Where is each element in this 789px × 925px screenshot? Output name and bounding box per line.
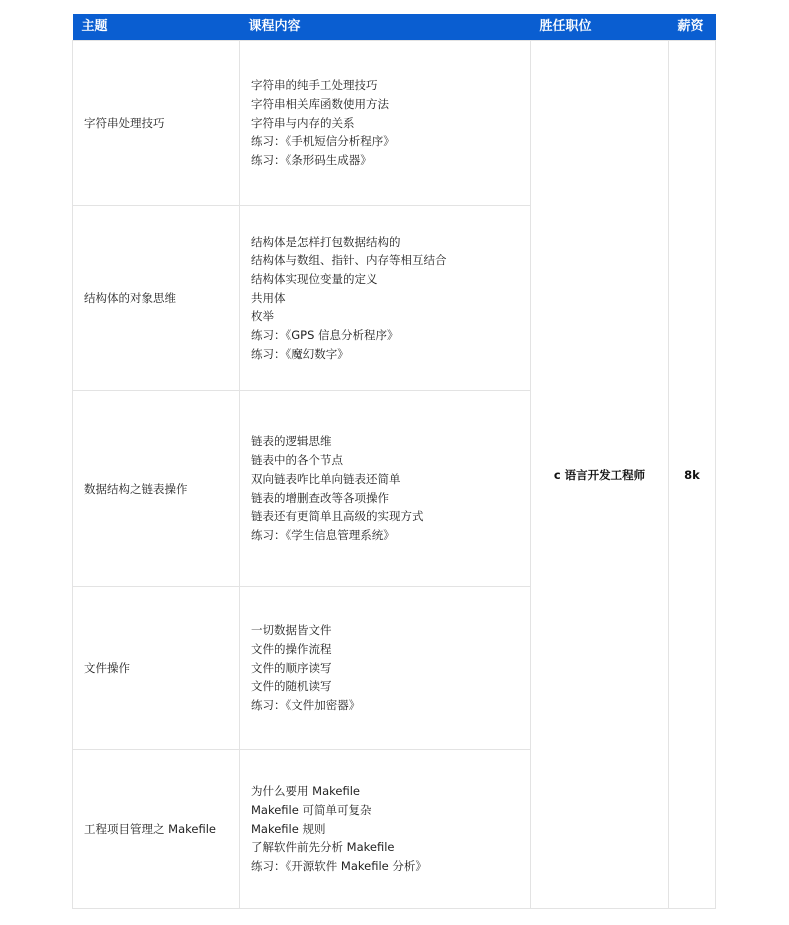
content-line: 枚举 bbox=[251, 309, 274, 324]
table-header-row bbox=[73, 14, 716, 41]
content-line: 一切数据皆文件 bbox=[251, 623, 332, 638]
row-content bbox=[240, 587, 531, 750]
content-line: 练习：《GPS 信息分析程序》 bbox=[251, 328, 399, 343]
row-topic: 文件操作 bbox=[73, 587, 240, 750]
content-line: Makefile 规则 bbox=[251, 821, 326, 836]
row-topic: 工程项目管理之 Makefile bbox=[73, 750, 240, 909]
content-line: 文件的顺序读写 bbox=[251, 660, 332, 675]
row-content bbox=[240, 391, 531, 587]
content-line: 练习：《文件加密器》 bbox=[251, 698, 361, 713]
content-line: 双向链表咋比单向链表还简单 bbox=[251, 471, 401, 486]
content-line: 为什么要用 Makefile bbox=[251, 784, 360, 799]
content-line: 结构体与数组、指针、内存等相互结合 bbox=[251, 253, 447, 268]
content-line: 字符串与内存的关系 bbox=[251, 115, 355, 130]
table-body bbox=[73, 41, 716, 909]
content-line: 练习：《条形码生成器》 bbox=[251, 153, 372, 168]
position-cell: c 语言开发工程师 bbox=[531, 41, 669, 909]
content-line: 结构体是怎样打包数据结构的 bbox=[251, 234, 401, 249]
header-content: 课程内容 bbox=[240, 14, 531, 41]
content-line: 文件的操作流程 bbox=[251, 641, 332, 656]
content-line: 链表的增删查改等各项操作 bbox=[251, 490, 389, 505]
row-content bbox=[240, 41, 531, 206]
course-table bbox=[72, 14, 716, 909]
row-content bbox=[240, 750, 531, 909]
header-topic: 主题 bbox=[73, 14, 240, 41]
content-line: 了解软件前先分析 Makefile bbox=[251, 840, 395, 855]
content-line: 练习：《学生信息管理系统》 bbox=[251, 527, 395, 542]
content-line: 结构体实现位变量的定义 bbox=[251, 271, 378, 286]
header-salary: 薪资 bbox=[669, 14, 716, 41]
content-line: 链表中的各个节点 bbox=[251, 453, 343, 468]
content-line: 练习：《手机短信分析程序》 bbox=[251, 134, 395, 149]
row-topic: 字符串处理技巧 bbox=[73, 41, 240, 206]
content-line: 字符串的纯手工处理技巧 bbox=[251, 78, 378, 93]
row-content bbox=[240, 206, 531, 391]
row-topic: 数据结构之链表操作 bbox=[73, 391, 240, 587]
content-line: 链表还有更简单且高级的实现方式 bbox=[251, 509, 424, 524]
content-line: 链表的逻辑思维 bbox=[251, 434, 332, 449]
salary-cell: 8k bbox=[669, 41, 716, 909]
content-line: 练习：《开源软件 Makefile 分析》 bbox=[251, 859, 427, 874]
content-line: 文件的随机读写 bbox=[251, 679, 332, 694]
content-line: 字符串相关库函数使用方法 bbox=[251, 96, 389, 111]
table-row bbox=[73, 41, 716, 206]
content-line: 练习：《魔幻数字》 bbox=[251, 346, 349, 361]
content-line: 共用体 bbox=[251, 290, 286, 305]
header-position: 胜任职位 bbox=[531, 14, 669, 41]
row-topic: 结构体的对象思维 bbox=[73, 206, 240, 391]
content-line: Makefile 可简单可复杂 bbox=[251, 802, 372, 817]
